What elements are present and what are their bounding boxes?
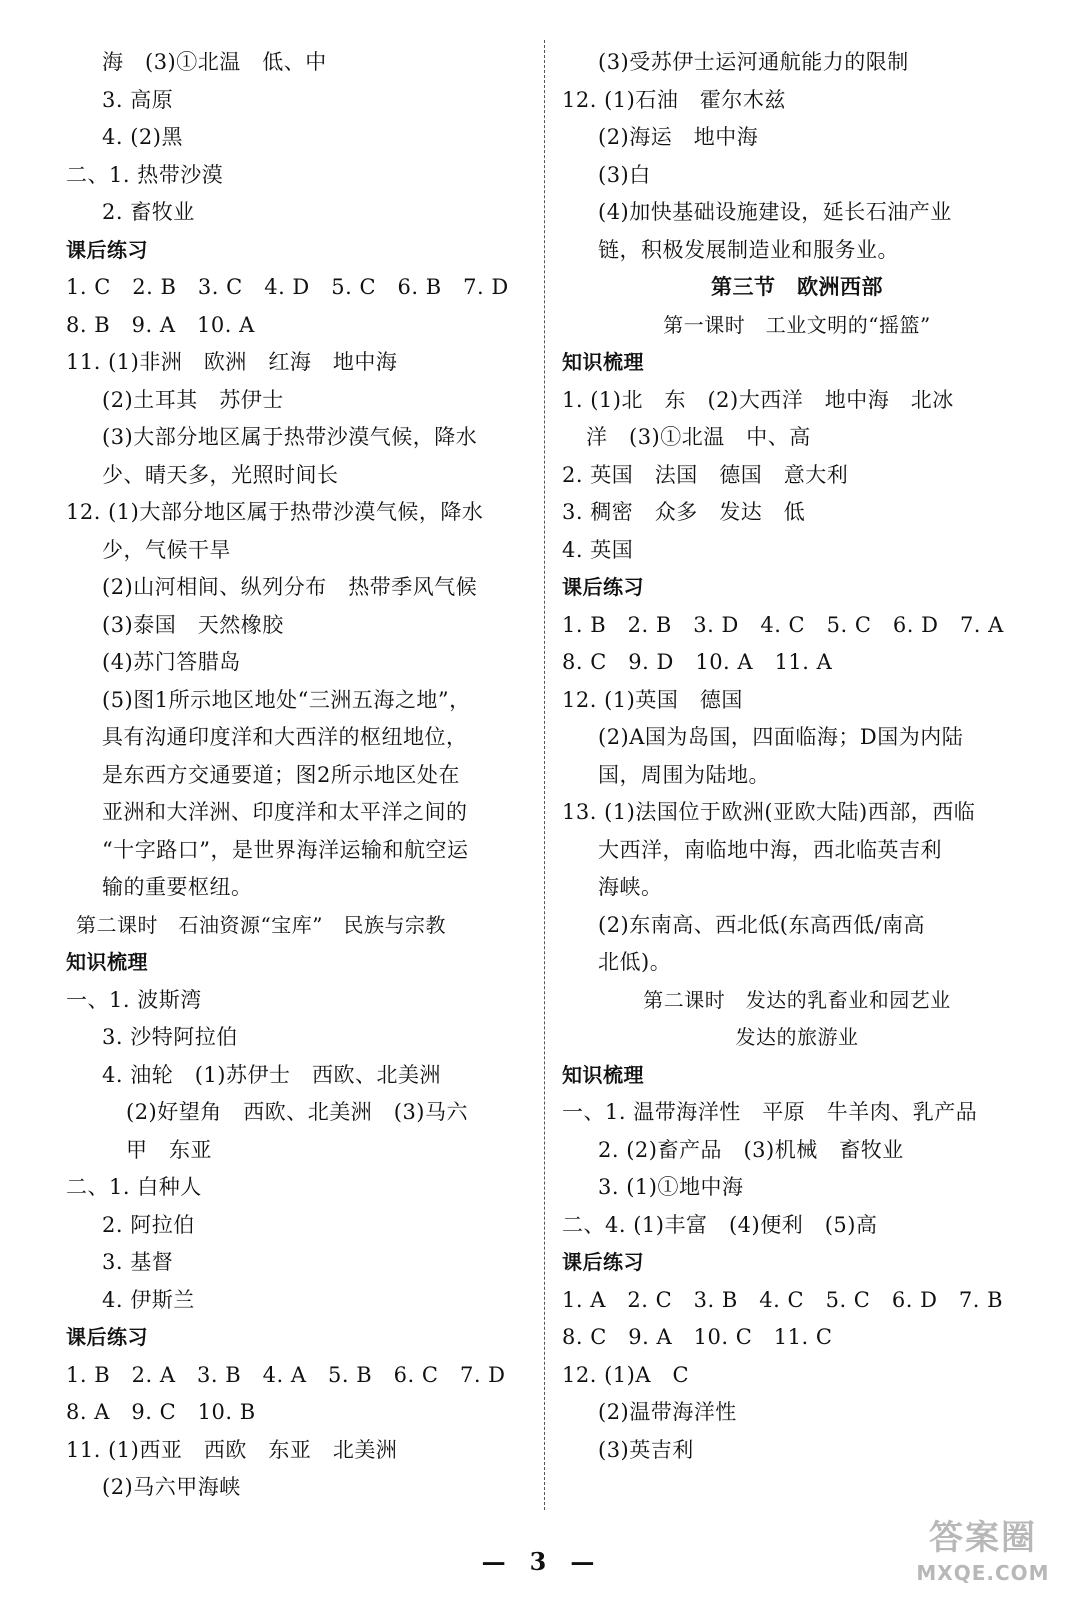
answer-line: 4. 伊斯兰 xyxy=(102,1287,195,1312)
subsection-heading: 课后练习 xyxy=(562,1250,644,1274)
answer-line: 8. C 9. A 10. C 11. C xyxy=(562,1325,833,1349)
answer-line: 4. 英国 xyxy=(562,537,634,562)
answer-line: 13. (1)法国位于欧洲(亚欧大陆)西部，西临 xyxy=(562,800,976,824)
answer-line: 12. (1)A C xyxy=(562,1362,690,1387)
answer-line: 1. B 2. B 3. D 4. C 5. C 6. D 7. A xyxy=(562,612,1004,637)
subsection-heading: 课后练习 xyxy=(562,575,644,599)
answer-line: (4)加快基础设施建设，延长石油产业 xyxy=(598,200,952,224)
answer-line: 2. (2)畜产品 (3)机械 畜牧业 xyxy=(598,1137,904,1162)
answer-line: 3. (1)①地中海 xyxy=(598,1175,744,1199)
subsection-heading: 课后练习 xyxy=(66,1325,148,1349)
answer-line: 4. 油轮 (1)苏伊士 西欧、北美洲 xyxy=(102,1062,441,1087)
answer-line: 12. (1)石油 霍尔木兹 xyxy=(562,87,786,112)
answer-line: (3)泰国 天然橡胶 xyxy=(102,612,284,637)
answer-line: 一、1. 温带海洋性 平原 牛羊肉、乳产品 xyxy=(562,1100,978,1124)
answer-line: 海峡。 xyxy=(598,875,663,899)
answer-line: (2)温带海洋性 xyxy=(598,1400,737,1424)
subsection-heading: 知识梳理 xyxy=(66,950,148,974)
section-title: 第三节 欧洲西部 xyxy=(711,275,883,299)
answer-line: 输的重要枢纽。 xyxy=(102,875,253,899)
answer-line: (2)马六甲海峡 xyxy=(102,1475,241,1499)
answer-line: 甲 东亚 xyxy=(126,1137,212,1162)
answer-line: 少，气候干旱 xyxy=(102,537,231,562)
answer-line: 1. A 2. C 3. B 4. C 5. C 6. D 7. B xyxy=(562,1287,1004,1312)
answer-line: 洋 (3)①北温 中、高 xyxy=(586,425,811,449)
answer-line: (3)受苏伊士运河通航能力的限制 xyxy=(598,50,909,74)
answer-line: 2. 畜牧业 xyxy=(102,200,195,224)
page-number: — 3 — xyxy=(481,1547,595,1576)
subsection-heading: 知识梳理 xyxy=(562,350,644,374)
subsection-heading: 知识梳理 xyxy=(562,1062,644,1087)
answer-line: 是东西方交通要道；图2所示地区处在 xyxy=(102,762,460,787)
answer-line: (2)山河相间、纵列分布 热带季风气候 xyxy=(102,575,478,599)
answer-line: (3)大部分地区属于热带沙漠气候，降水 xyxy=(102,425,478,449)
answer-line: 8. A 9. C 10. B xyxy=(66,1400,256,1424)
left-column xyxy=(66,44,526,1507)
answer-line: 少、晴天多，光照时间长 xyxy=(102,462,339,487)
answer-line: 3. 基督 xyxy=(102,1250,174,1274)
answer-line: 二、4. (1)丰富 (4)便利 (5)高 xyxy=(562,1212,878,1237)
answer-line: 国，周围为陆地。 xyxy=(598,762,770,787)
lesson-title: 发达的旅游业 xyxy=(735,1025,859,1049)
answer-line: 3. 沙特阿拉伯 xyxy=(102,1025,238,1049)
answer-line: 二、1. 热带沙漠 xyxy=(66,162,224,187)
answer-line: (5)图1所示地区地处“三洲五海之地”， xyxy=(102,687,471,712)
answer-line: 2. 阿拉伯 xyxy=(102,1212,195,1237)
watermark-logo-text: 答案圈 xyxy=(929,1518,1037,1558)
watermark-url: MXQE.COM xyxy=(916,1561,1050,1585)
answer-line: 具有沟通印度洋和大西洋的枢纽地位， xyxy=(102,725,468,749)
answer-line: 链，积极发展制造业和服务业。 xyxy=(598,237,899,262)
answer-line: (2)好望角 西欧、北美洲 (3)马六 xyxy=(126,1100,468,1124)
answer-line: (2)土耳其 苏伊士 xyxy=(102,387,284,412)
answer-line: 11. (1)西亚 西欧 东亚 北美洲 xyxy=(66,1437,398,1462)
answer-line: (2)A国为岛国，四面临海；D国为内陆 xyxy=(598,725,964,749)
answer-line: 二、1. 白种人 xyxy=(66,1175,202,1199)
answer-line: 亚洲和大洋洲、印度洋和太平洋之间的 xyxy=(102,800,468,824)
answer-line: 3. 稠密 众多 发达 低 xyxy=(562,500,806,524)
right-column xyxy=(562,44,1032,1469)
answer-line: 1. C 2. B 3. C 4. D 5. C 6. B 7. D xyxy=(66,275,509,299)
lesson-title: 第二课时 发达的乳畜业和园艺业 xyxy=(643,987,951,1012)
lesson-title: 第二课时 石油资源“宝库” 民族与宗教 xyxy=(76,912,446,937)
answer-line: 一、1. 波斯湾 xyxy=(66,987,202,1012)
watermark-logo xyxy=(898,1516,1068,1592)
answer-line: 3. 高原 xyxy=(102,87,174,112)
answer-line: 11. (1)非洲 欧洲 红海 地中海 xyxy=(66,350,398,374)
answer-line: 大西洋，南临地中海，西北临英吉利 xyxy=(598,837,942,862)
answer-line: (2)海运 地中海 xyxy=(598,125,759,149)
answer-line: (3)英吉利 xyxy=(598,1437,694,1462)
answer-line: 1. B 2. A 3. B 4. A 5. B 6. C 7. D xyxy=(66,1362,506,1387)
answer-line: 12. (1)大部分地区属于热带沙漠气候，降水 xyxy=(66,500,484,524)
column-divider xyxy=(544,40,545,1510)
answer-line: (3)白 xyxy=(598,162,651,187)
answer-line: 8. B 9. A 10. A xyxy=(66,312,255,337)
lesson-title: 第一课时 工业文明的“摇篮” xyxy=(663,312,931,337)
answer-line: 1. (1)北 东 (2)大西洋 地中海 北冰 xyxy=(562,387,954,412)
subsection-heading: 课后练习 xyxy=(66,237,148,262)
answer-line: (4)苏门答腊岛 xyxy=(102,650,241,674)
answer-line: (2)东南高、西北低(东高西低/南高 xyxy=(598,912,926,937)
answer-line: “十字路口”，是世界海洋运输和航空运 xyxy=(102,837,469,862)
answer-line: 北低)。 xyxy=(598,950,672,974)
answer-line: 12. (1)英国 德国 xyxy=(562,687,743,712)
answer-line: 2. 英国 法国 德国 意大利 xyxy=(562,462,849,487)
answer-line: 8. C 9. D 10. A 11. A xyxy=(562,650,833,674)
answer-line: 海 (3)①北温 低、中 xyxy=(102,50,327,74)
answer-line: 4. (2)黑 xyxy=(102,125,183,149)
